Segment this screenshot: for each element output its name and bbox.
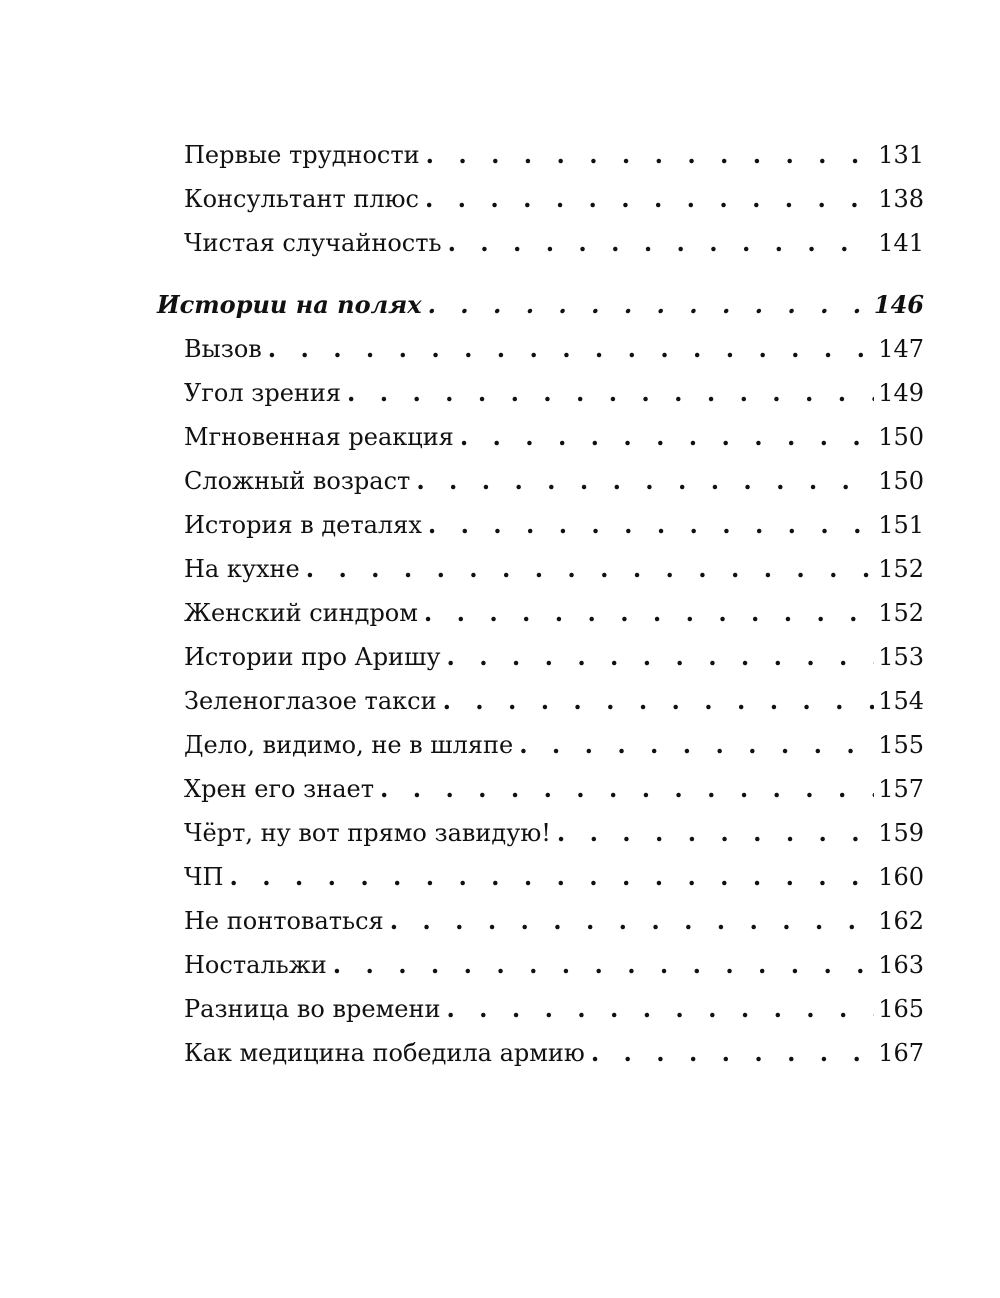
toc-entry — [184, 635, 924, 679]
toc-entry-title: Первые трудности — [184, 141, 420, 169]
toc-entry-title: Истории про Аришу — [184, 643, 441, 671]
toc-entry-page: 150 — [878, 467, 924, 495]
toc-entry — [184, 133, 924, 177]
toc-entry-page: 154 — [878, 687, 924, 715]
dot-leader — [229, 855, 874, 899]
toc-entry — [184, 327, 924, 371]
toc-entry-title: Угол зрения — [184, 379, 342, 407]
toc-entry-page: 160 — [878, 863, 924, 891]
toc-entry-page: 151 — [878, 511, 924, 539]
toc-entry-title: Разница во времени — [184, 995, 441, 1023]
toc-entry-title: Как медицина победила армию — [184, 1039, 585, 1067]
toc-entry-title: Чистая случайность — [184, 229, 442, 257]
toc-entry-page: 157 — [878, 775, 924, 803]
toc-entry-title: Вызов — [184, 335, 262, 363]
dot-leader — [268, 327, 874, 371]
toc-entry — [184, 767, 924, 811]
toc-entry — [184, 591, 924, 635]
toc-entry-page: 150 — [878, 423, 924, 451]
toc-entry-title: Хрен его знает — [184, 775, 375, 803]
toc-entry-title: ЧП — [184, 863, 224, 891]
toc-entry-page: 152 — [878, 555, 924, 583]
toc-entry — [184, 679, 924, 723]
toc-entry-title: История в деталях — [184, 511, 422, 539]
toc-entry — [184, 415, 924, 459]
toc-entry-page: 138 — [878, 185, 924, 213]
dot-leader — [380, 767, 874, 811]
toc-entry — [184, 547, 924, 591]
toc-entry — [184, 987, 924, 1031]
toc-entry-page: 152 — [878, 599, 924, 627]
toc-entry-title: Консультант плюс — [184, 185, 419, 213]
toc-entry-page: 147 — [878, 335, 924, 363]
dot-leader — [347, 371, 874, 415]
toc-entry — [184, 221, 924, 265]
dot-leader — [425, 177, 874, 221]
toc-entry-title: Чёрт, ну вот прямо завидую! — [184, 819, 551, 847]
toc-section-title: Истории на полях — [157, 290, 422, 319]
dot-leader — [306, 547, 874, 591]
dot-leader — [519, 723, 874, 767]
toc-entry-title: Женский синдром — [184, 599, 418, 627]
toc-entry-title: Зеленоглазое такси — [184, 687, 437, 715]
toc-entry-page: 153 — [878, 643, 924, 671]
dot-leader — [416, 459, 874, 503]
toc-entry — [184, 459, 924, 503]
dot-leader — [448, 221, 875, 265]
toc-entry-page: 141 — [878, 229, 924, 257]
dot-leader — [333, 943, 874, 987]
dot-leader — [446, 987, 874, 1031]
toc-entry-title: Мгновенная реакция — [184, 423, 454, 451]
toc-entry — [184, 177, 924, 221]
toc-entry-page: 163 — [878, 951, 924, 979]
toc-section-page: 146 — [873, 290, 924, 319]
dot-leader — [426, 133, 875, 177]
toc-entry-page: 167 — [878, 1039, 924, 1067]
toc-entry-title: Не понтоваться — [184, 907, 384, 935]
toc-entry — [184, 899, 924, 943]
toc-entry — [184, 371, 924, 415]
dot-leader — [424, 591, 874, 635]
toc-entry — [184, 503, 924, 547]
dot-leader — [447, 635, 875, 679]
toc-entry — [184, 1031, 924, 1075]
dot-leader — [443, 679, 875, 723]
toc-entry-page: 165 — [878, 995, 924, 1023]
toc-section-heading — [157, 283, 924, 327]
toc-entry — [184, 855, 924, 899]
toc-entry-page: 155 — [878, 731, 924, 759]
toc-entry-title: Дело, видимо, не в шляпе — [184, 731, 514, 759]
toc-entry-title: На кухне — [184, 555, 300, 583]
toc-entry-page: 162 — [878, 907, 924, 935]
toc-entry — [184, 943, 924, 987]
dot-leader — [557, 811, 874, 855]
toc-entry-title: Сложный возраст — [184, 467, 411, 495]
dot-leader — [460, 415, 874, 459]
dot-leader — [428, 283, 870, 327]
dot-leader — [390, 899, 875, 943]
toc-entry-title: Ностальжи — [184, 951, 327, 979]
toc-entry-page: 131 — [878, 141, 924, 169]
dot-leader — [428, 503, 874, 547]
toc-entry-page: 149 — [878, 379, 924, 407]
toc-entry — [184, 723, 924, 767]
toc-entry-page: 159 — [878, 819, 924, 847]
dot-leader — [591, 1031, 874, 1075]
toc-entry — [184, 811, 924, 855]
